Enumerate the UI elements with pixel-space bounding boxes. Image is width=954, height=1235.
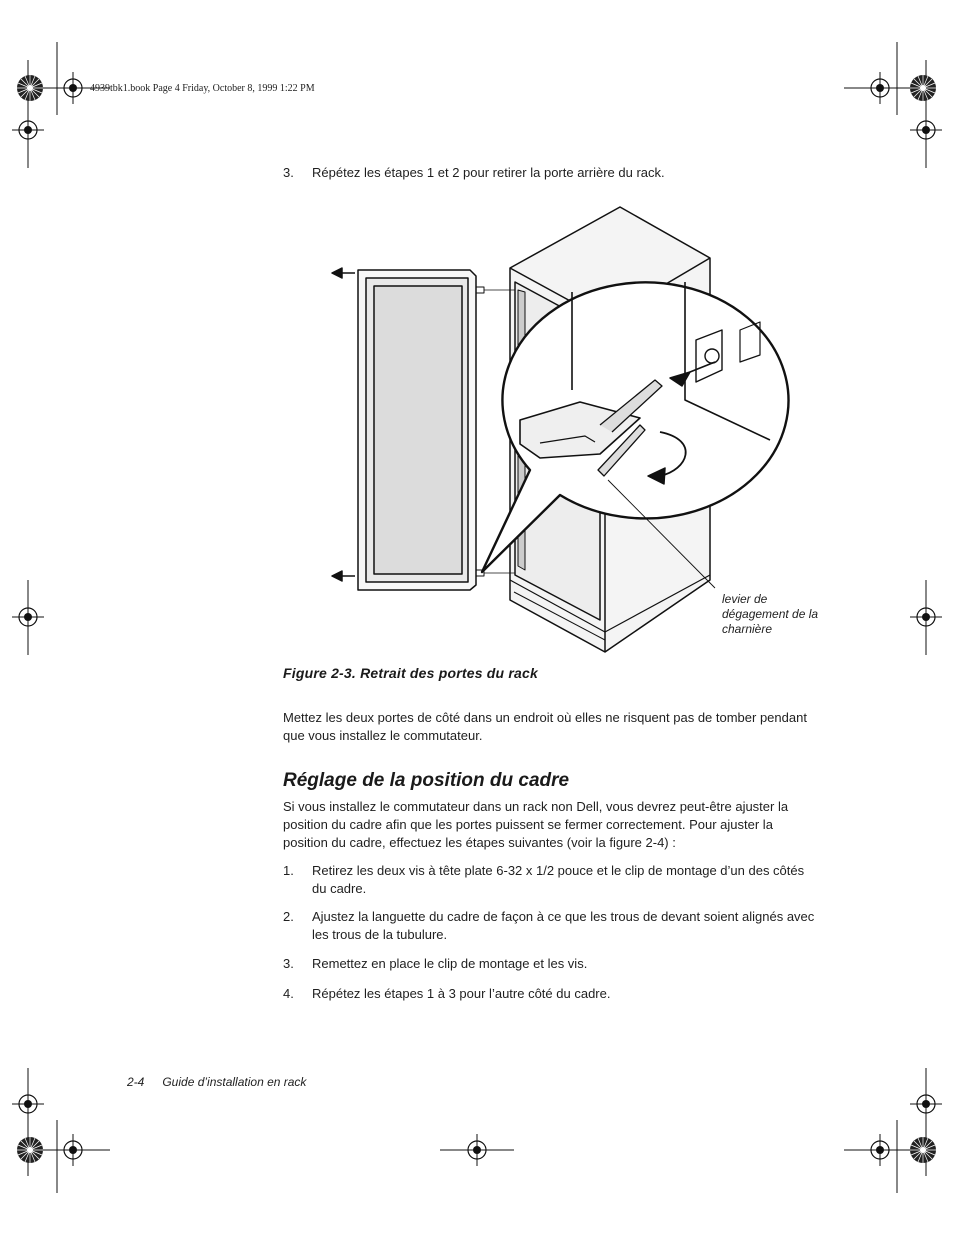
list-item <box>283 908 818 944</box>
paragraph-intro: Si vous installez le commutateur dans un rack non Dell, vous devrez peut-être ajuster la position du cadre afin que les portes puissent se fermer correctement. Pour ajuster la position du cadre, effectuez les étapes suivantes (voir la figure 2-4) : <box>283 799 789 850</box>
list-item <box>283 862 818 898</box>
step-text: Ajustez la languette du cadre de façon à ce que les trous de devant soient alignés avec les trous de la tubulure. <box>312 909 815 942</box>
step-number: 4. <box>283 986 294 1001</box>
list-item <box>283 955 818 973</box>
step-text: Répétez les étapes 1 à 3 pour l’autre côté du cadre. <box>312 986 611 1001</box>
step-number: 3. <box>283 165 294 180</box>
step-text: Répétez les étapes 1 et 2 pour retirer la porte arrière du rack. <box>312 165 665 180</box>
step-text: Remettez en place le clip de montage et les vis. <box>312 956 588 971</box>
page-number: 2-4 <box>127 1075 145 1089</box>
page-footer <box>127 1075 306 1089</box>
step-number: 2. <box>283 909 294 924</box>
step-number: 1. <box>283 863 294 878</box>
footer-title: Guide d’installation en rack <box>162 1075 307 1089</box>
section-heading: Réglage de la position du cadre <box>283 770 570 791</box>
print-slug: 4939tbk1.book Page 4 Friday, October 8, 1999 1:22 PM <box>90 83 315 94</box>
hinge-lever-callout: levier de dégagement de la charnière <box>722 592 819 636</box>
figure-caption: Figure 2-3. Retrait des portes du rack <box>283 665 539 681</box>
list-item <box>283 985 818 1003</box>
paragraph-doors: Mettez les deux portes de côté dans un endroit où elles ne risquent pas de tomber pendant que vous installez le commutateur. <box>283 710 807 743</box>
step-number: 3. <box>283 956 294 971</box>
step-text: Retirez les deux vis à tête plate 6-32 x 1/2 pouce et le clip de montage d’un des côtés du cadre. <box>312 863 805 896</box>
